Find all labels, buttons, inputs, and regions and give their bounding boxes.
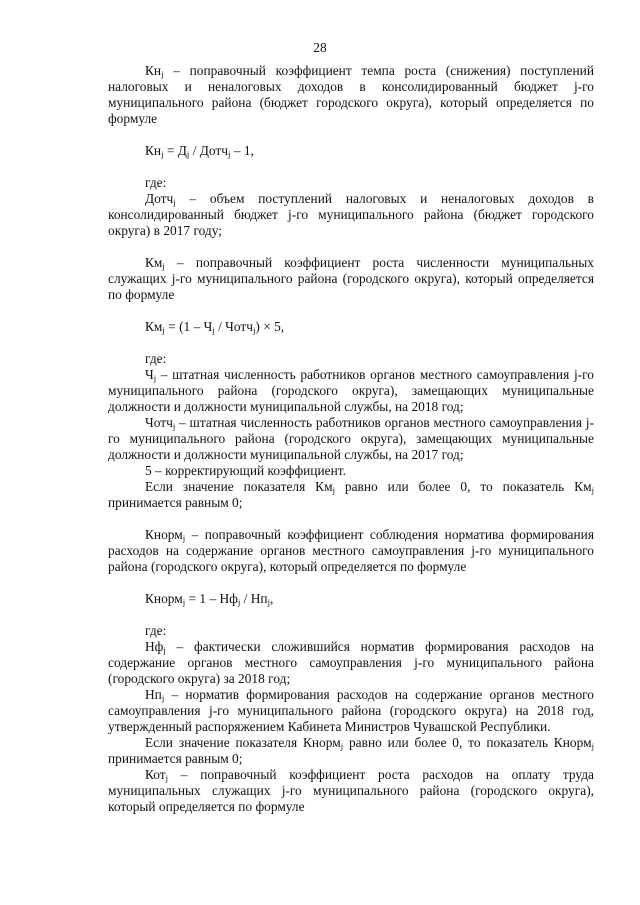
text-run: Кн: [145, 63, 162, 78]
subscript: j: [340, 741, 344, 752]
text-run: Ч: [145, 367, 154, 382]
text-run: / Нп: [240, 591, 268, 606]
text-run: – поправочный коэффициент роста численности муниципальных служащих j-го муниципального района (городского округа), который определяется по формуле: [108, 255, 594, 302]
where-label: [108, 623, 594, 639]
formula: [108, 143, 594, 159]
subscript: j: [332, 485, 335, 496]
formula: [108, 319, 594, 335]
text-run: Если значение показателя Кнорм: [145, 735, 341, 750]
text-run: Нп: [145, 687, 162, 702]
text-run: 5 – корректирующий коэффициент.: [145, 463, 346, 478]
paragraph: [108, 479, 594, 511]
subscript: j: [182, 533, 186, 544]
text-run: ,: [269, 591, 274, 606]
text-run: Чотч: [145, 415, 173, 430]
text-run: – поправочный коэффициент роста расходов на оплату труда муниципальных служащих j-го муниципального района (городского округа), который определяется по формуле: [108, 767, 594, 814]
paragraph: [108, 687, 594, 735]
subscript: j: [161, 69, 164, 80]
text-run: Дотч: [145, 191, 174, 206]
paragraph: [108, 415, 594, 463]
formula: [108, 591, 594, 607]
text-run: где:: [145, 623, 167, 638]
paragraph: [108, 767, 594, 815]
subscript: j: [162, 325, 165, 336]
text-run: = (1 – Ч: [164, 319, 213, 334]
document-body: [108, 63, 594, 815]
text-run: Кнорм: [145, 591, 183, 606]
text-run: – поправочный коэффициент соблюдения норматива формирования расходов на содержание органов местного самоуправления j-го муниципального района (городского округа), который определяется по формуле: [108, 527, 594, 574]
text-run: Кнорм: [145, 527, 183, 542]
where-label: [108, 351, 594, 367]
paragraph: [108, 63, 594, 127]
subscript: j: [267, 597, 270, 608]
subscript: j: [172, 421, 176, 432]
where-label: [108, 175, 594, 191]
text-run: Кот: [145, 767, 166, 782]
text-run: / Чотч: [214, 319, 253, 334]
text-run: – поправочный коэффициент темпа роста (снижения) поступлений налоговых и неналоговых доходов в консолидированный бюджет j-го муниципального района (бюджет городского округа), который определяется по формуле: [108, 63, 594, 126]
text-run: – штатная численность работников органов местного самоуправления j-го муниципального района (городского округа), замещающих муниципальные должности и должности муниципальной службы, на 2018 год;: [108, 367, 594, 414]
text-run: = Д: [163, 143, 187, 158]
text-run: Нф: [145, 639, 164, 654]
paragraph: [108, 463, 594, 479]
subscript: j: [228, 149, 231, 160]
paragraph: [108, 367, 594, 415]
paragraph: [108, 735, 594, 767]
text-run: Если значение показателя Км: [145, 479, 333, 494]
paragraph: [108, 191, 594, 239]
text-run: – 1,: [230, 143, 254, 158]
subscript: j: [237, 597, 241, 608]
text-run: принимается равным 0;: [108, 751, 243, 766]
subscript: j: [165, 773, 169, 784]
subscript: j: [162, 261, 165, 272]
text-run: равно или более 0, то показатель Км: [335, 479, 592, 494]
text-run: где:: [145, 175, 167, 190]
text-run: Км: [145, 255, 163, 270]
text-run: – объем поступлений налоговых и неналоговых доходов в консолидированный бюджет j-го муниципального района (бюджет городского округа) в 2017 году;: [108, 191, 594, 238]
text-run: равно или более 0, то показатель Кнорм: [343, 735, 592, 750]
subscript: j: [591, 741, 594, 752]
paragraph: [108, 255, 594, 303]
subscript: j: [182, 597, 186, 608]
text-run: – фактически сложившийся норматив формирования расходов на содержание органов местного самоуправления j-го муниципального района (городского округа) за 2018 год;: [108, 639, 594, 686]
subscript: j: [161, 693, 165, 704]
text-run: где:: [145, 351, 167, 366]
text-run: / Дотч: [189, 143, 228, 158]
text-run: Кн: [145, 143, 162, 158]
text-run: – норматив формирования расходов на содержание органов местного самоуправления j-го муниципального района (городского округа) на 2018 год, утвержденный распоряжением Кабинета Министров Чувашской Республики.: [108, 687, 594, 734]
text-run: Км: [145, 319, 163, 334]
subscript: j: [186, 149, 190, 160]
subscript: j: [153, 373, 157, 384]
page-number: 28: [313, 40, 327, 55]
paragraph: [108, 639, 594, 687]
text-run: = 1 – Нф: [185, 591, 238, 606]
subscript: j: [212, 325, 215, 336]
subscript: j: [591, 485, 594, 496]
text-run: ) × 5,: [255, 319, 285, 334]
subscript: j: [252, 325, 256, 336]
subscript: j: [173, 197, 176, 208]
subscript: j: [161, 149, 164, 160]
paragraph: [108, 527, 594, 575]
subscript: j: [163, 645, 166, 656]
text-run: – штатная численность работников органов местного самоуправления j-го муниципального района (городского округа), замещающих муниципальные должности и должности муниципальной службы, на 2017 год;: [108, 415, 594, 462]
text-run: принимается равным 0;: [108, 495, 243, 510]
